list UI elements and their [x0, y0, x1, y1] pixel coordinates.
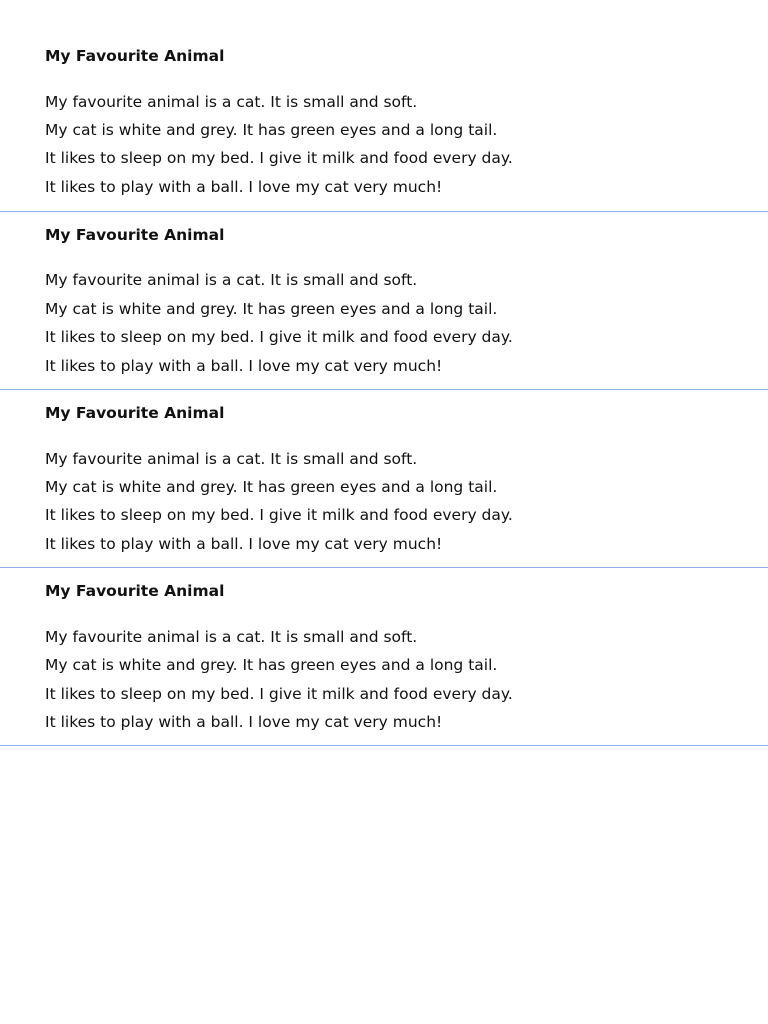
story-line: My favourite animal is a cat. It is small and soft.	[45, 628, 418, 646]
section-divider	[0, 745, 768, 746]
story-line: It likes to play with a ball. I love my cat very much!	[45, 535, 443, 553]
story-section	[0, 390, 768, 568]
story-line: My favourite animal is a cat. It is small and soft.	[45, 450, 418, 468]
section-title: My Favourite Animal	[45, 47, 225, 65]
story-line: My cat is white and grey. It has green eyes and a long tail.	[45, 121, 498, 139]
story-line: It likes to sleep on my bed. I give it milk and food every day.	[45, 328, 513, 346]
story-line: It likes to sleep on my bed. I give it milk and food every day.	[45, 149, 513, 167]
section-title: My Favourite Animal	[45, 582, 225, 600]
section-title: My Favourite Animal	[45, 226, 225, 244]
story-line: It likes to sleep on my bed. I give it milk and food every day.	[45, 685, 513, 703]
story-line: It likes to play with a ball. I love my cat very much!	[45, 178, 443, 196]
story-line: My cat is white and grey. It has green eyes and a long tail.	[45, 300, 498, 318]
story-line: My favourite animal is a cat. It is small and soft.	[45, 271, 418, 289]
story-section	[0, 568, 768, 746]
story-line: It likes to play with a ball. I love my cat very much!	[45, 357, 443, 375]
story-section	[0, 0, 768, 212]
story-line: My cat is white and grey. It has green eyes and a long tail.	[45, 656, 498, 674]
story-line: My cat is white and grey. It has green eyes and a long tail.	[45, 478, 498, 496]
story-line: It likes to sleep on my bed. I give it milk and food every day.	[45, 506, 513, 524]
section-title: My Favourite Animal	[45, 404, 225, 422]
story-line: My favourite animal is a cat. It is small and soft.	[45, 93, 418, 111]
story-line: It likes to play with a ball. I love my cat very much!	[45, 713, 443, 731]
story-section	[0, 212, 768, 390]
